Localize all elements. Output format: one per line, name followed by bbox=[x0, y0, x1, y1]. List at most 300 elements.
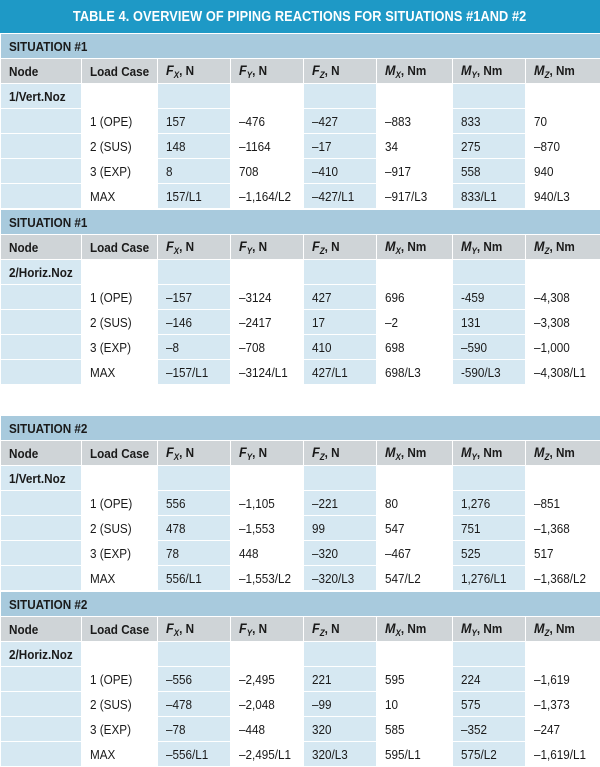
value-cell-mx bbox=[377, 541, 453, 566]
empty-cell bbox=[1, 566, 82, 591]
value-cell-fz bbox=[304, 717, 377, 742]
value-cell-mx bbox=[377, 184, 453, 209]
table-row bbox=[1, 541, 600, 566]
header-my bbox=[453, 617, 526, 642]
header-mz-subscript: Z bbox=[545, 246, 550, 256]
empty-cell bbox=[1, 159, 82, 184]
node-label-text: 2/Horiz.Noz bbox=[9, 647, 73, 662]
value-cell-mz bbox=[526, 360, 600, 385]
header-mx bbox=[377, 235, 453, 260]
empty-cell bbox=[526, 260, 600, 285]
table-row bbox=[1, 516, 600, 541]
empty-cell bbox=[1, 491, 82, 516]
header-fy-subscript: Y bbox=[247, 246, 252, 256]
header-load-case bbox=[82, 235, 158, 260]
empty-cell bbox=[526, 642, 600, 667]
header-fz-symbol: F bbox=[312, 620, 320, 636]
table-row bbox=[1, 285, 600, 310]
value-text-fz: 99 bbox=[312, 521, 325, 536]
value-text-mz: 940/L3 bbox=[534, 189, 570, 204]
header-fz-label bbox=[312, 238, 340, 256]
value-text-fx: –157/L1 bbox=[166, 365, 208, 380]
header-fy-unit: , N bbox=[252, 445, 267, 460]
value-cell-fz bbox=[304, 184, 377, 209]
value-text-my: -459 bbox=[461, 290, 484, 305]
node-row bbox=[1, 260, 600, 285]
header-my-symbol: M bbox=[461, 620, 472, 636]
value-cell-mx bbox=[377, 667, 453, 692]
header-load-case-text: Load Case bbox=[90, 64, 149, 79]
value-text-fx: 556/L1 bbox=[166, 571, 202, 586]
value-text-fz: 427 bbox=[312, 290, 332, 305]
header-fy-label bbox=[239, 620, 267, 638]
value-text-mz: 70 bbox=[534, 114, 547, 129]
value-cell-mz bbox=[526, 566, 600, 591]
header-mx-label bbox=[385, 620, 426, 638]
value-text-my: –590 bbox=[461, 340, 487, 355]
table-row bbox=[1, 717, 600, 742]
table-row bbox=[1, 491, 600, 516]
header-fz-symbol: F bbox=[312, 238, 320, 254]
situation-row bbox=[1, 210, 600, 235]
value-cell-my bbox=[453, 285, 526, 310]
value-cell-fx bbox=[158, 491, 231, 516]
empty-cell bbox=[1, 134, 82, 159]
header-mx-unit: , Nm bbox=[401, 445, 426, 460]
value-text-fx: –8 bbox=[166, 340, 179, 355]
header-fx-subscript: X bbox=[174, 628, 179, 638]
value-text-mx: 595 bbox=[385, 672, 405, 687]
value-text-fz: –427 bbox=[312, 114, 338, 129]
value-cell-my bbox=[453, 692, 526, 717]
section-gap bbox=[0, 385, 600, 415]
value-cell-mz bbox=[526, 184, 600, 209]
value-text-fx: –157 bbox=[166, 290, 192, 305]
empty-cell bbox=[526, 466, 600, 491]
value-text-my: 575 bbox=[461, 697, 481, 712]
value-cell-mz bbox=[526, 742, 600, 767]
value-cell-fz bbox=[304, 159, 377, 184]
header-my-label bbox=[461, 444, 502, 462]
header-mx bbox=[377, 441, 453, 466]
situation-label-text: SITUATION #2 bbox=[9, 597, 87, 612]
header-mz bbox=[526, 59, 600, 84]
node-label bbox=[1, 260, 82, 285]
header-node bbox=[1, 59, 82, 84]
value-cell-mz bbox=[526, 717, 600, 742]
load-case-text: 1 (OPE) bbox=[90, 672, 132, 687]
situation-label-text: SITUATION #1 bbox=[9, 215, 87, 230]
header-row bbox=[1, 235, 600, 260]
reactions-table-section bbox=[0, 33, 600, 209]
header-mx-symbol: M bbox=[385, 444, 396, 460]
header-fz-label bbox=[312, 62, 340, 80]
load-case-text: 1 (OPE) bbox=[90, 114, 132, 129]
table-row bbox=[1, 667, 600, 692]
value-cell-fx bbox=[158, 742, 231, 767]
table-sections bbox=[0, 33, 600, 767]
empty-cell bbox=[1, 717, 82, 742]
situation-row bbox=[1, 416, 600, 441]
value-text-mz: –1,619/L1 bbox=[534, 747, 586, 762]
empty-cell bbox=[304, 466, 377, 491]
header-my-symbol: M bbox=[461, 444, 472, 460]
value-text-mz: 940 bbox=[534, 164, 554, 179]
value-text-fy: –3124 bbox=[239, 290, 272, 305]
header-mz-label bbox=[534, 238, 575, 256]
situation-label bbox=[1, 592, 600, 617]
empty-cell bbox=[377, 642, 453, 667]
header-fy-label bbox=[239, 238, 267, 256]
load-case-text: MAX bbox=[90, 571, 115, 586]
empty-cell bbox=[453, 84, 526, 109]
load-case-text: 1 (OPE) bbox=[90, 290, 132, 305]
load-case-text: 2 (SUS) bbox=[90, 697, 132, 712]
value-text-fy: –2,495/L1 bbox=[239, 747, 291, 762]
header-row bbox=[1, 441, 600, 466]
load-case-cell bbox=[82, 667, 158, 692]
empty-cell bbox=[377, 466, 453, 491]
header-row bbox=[1, 617, 600, 642]
value-text-my: 833/L1 bbox=[461, 189, 497, 204]
header-mx-unit: , Nm bbox=[401, 239, 426, 254]
value-text-fx: 556 bbox=[166, 496, 186, 511]
empty-cell bbox=[304, 84, 377, 109]
value-text-fx: –556 bbox=[166, 672, 192, 687]
value-text-fy: –2,048 bbox=[239, 697, 275, 712]
header-fx bbox=[158, 617, 231, 642]
value-text-mz: –247 bbox=[534, 722, 560, 737]
value-cell-fy bbox=[231, 109, 304, 134]
header-mx-unit: , Nm bbox=[401, 63, 426, 78]
value-text-fz: 17 bbox=[312, 315, 325, 330]
value-text-mz: –851 bbox=[534, 496, 560, 511]
header-node-text: Node bbox=[9, 240, 38, 255]
value-cell-fy bbox=[231, 184, 304, 209]
header-node bbox=[1, 235, 82, 260]
load-case-text: 2 (SUS) bbox=[90, 521, 132, 536]
value-cell-fy bbox=[231, 566, 304, 591]
value-text-mz: –1,373 bbox=[534, 697, 570, 712]
value-text-mx: 547 bbox=[385, 521, 405, 536]
value-cell-mz bbox=[526, 335, 600, 360]
header-row bbox=[1, 59, 600, 84]
header-fz-label bbox=[312, 620, 340, 638]
empty-cell bbox=[1, 667, 82, 692]
situation-label-text: SITUATION #1 bbox=[9, 39, 87, 54]
value-text-my: 1,276/L1 bbox=[461, 571, 507, 586]
header-mx-subscript: X bbox=[396, 246, 401, 256]
empty-cell bbox=[1, 109, 82, 134]
load-case-cell bbox=[82, 516, 158, 541]
value-text-mx: –917/L3 bbox=[385, 189, 427, 204]
value-text-mz: 517 bbox=[534, 546, 554, 561]
load-case-text: 3 (EXP) bbox=[90, 340, 131, 355]
situation-label bbox=[1, 34, 600, 59]
value-text-mx: –2 bbox=[385, 315, 398, 330]
value-cell-fz bbox=[304, 541, 377, 566]
value-text-fx: –78 bbox=[166, 722, 186, 737]
value-cell-my bbox=[453, 310, 526, 335]
empty-cell bbox=[231, 84, 304, 109]
header-fz-unit: , N bbox=[325, 63, 340, 78]
header-my bbox=[453, 441, 526, 466]
value-text-my: 751 bbox=[461, 521, 481, 536]
header-fy-unit: , N bbox=[252, 239, 267, 254]
reactions-table-section bbox=[0, 591, 600, 767]
value-text-fx: 148 bbox=[166, 139, 186, 154]
situation-label bbox=[1, 416, 600, 441]
situation-label bbox=[1, 210, 600, 235]
node-row bbox=[1, 466, 600, 491]
node-label bbox=[1, 466, 82, 491]
value-text-mx: –467 bbox=[385, 546, 411, 561]
value-text-fy: –2,495 bbox=[239, 672, 275, 687]
header-my-label bbox=[461, 238, 502, 256]
value-cell-mx bbox=[377, 566, 453, 591]
header-fz bbox=[304, 617, 377, 642]
value-cell-my bbox=[453, 541, 526, 566]
value-text-fz: 221 bbox=[312, 672, 332, 687]
empty-cell bbox=[1, 516, 82, 541]
header-mx-subscript: X bbox=[396, 452, 401, 462]
table-row bbox=[1, 360, 600, 385]
value-cell-mz bbox=[526, 692, 600, 717]
value-cell-mx bbox=[377, 360, 453, 385]
header-fy-symbol: F bbox=[239, 444, 247, 460]
value-cell-my bbox=[453, 134, 526, 159]
header-fz-unit: , N bbox=[325, 239, 340, 254]
value-text-fz: –320/L3 bbox=[312, 571, 354, 586]
value-text-fy: 448 bbox=[239, 546, 259, 561]
value-cell-mx bbox=[377, 335, 453, 360]
header-fz-symbol: F bbox=[312, 444, 320, 460]
value-cell-fx bbox=[158, 541, 231, 566]
header-fy bbox=[231, 441, 304, 466]
value-cell-mx bbox=[377, 285, 453, 310]
value-cell-my bbox=[453, 360, 526, 385]
value-text-fy: –1,164/L2 bbox=[239, 189, 291, 204]
header-mx-symbol: M bbox=[385, 238, 396, 254]
header-fx-subscript: X bbox=[174, 70, 179, 80]
value-cell-mz bbox=[526, 159, 600, 184]
value-text-fz: 410 bbox=[312, 340, 332, 355]
header-mx-label bbox=[385, 238, 426, 256]
value-text-my: 224 bbox=[461, 672, 481, 687]
value-cell-fz bbox=[304, 310, 377, 335]
header-fx-symbol: F bbox=[166, 444, 174, 460]
header-mz-symbol: M bbox=[534, 444, 545, 460]
empty-cell bbox=[377, 84, 453, 109]
table-row bbox=[1, 566, 600, 591]
header-fx-unit: , N bbox=[179, 445, 194, 460]
header-fx-unit: , N bbox=[179, 63, 194, 78]
empty-cell bbox=[1, 285, 82, 310]
header-my-unit: , Nm bbox=[477, 63, 502, 78]
header-fx bbox=[158, 59, 231, 84]
situation-row bbox=[1, 592, 600, 617]
header-fz-subscript: Z bbox=[320, 246, 325, 256]
value-text-fx: 157/L1 bbox=[166, 189, 202, 204]
value-cell-fx bbox=[158, 335, 231, 360]
value-text-my: -590/L3 bbox=[461, 365, 501, 380]
value-cell-fz bbox=[304, 692, 377, 717]
value-cell-fy bbox=[231, 516, 304, 541]
header-mz-symbol: M bbox=[534, 62, 545, 78]
header-fy-unit: , N bbox=[252, 621, 267, 636]
value-text-mx: 585 bbox=[385, 722, 405, 737]
value-cell-fx bbox=[158, 285, 231, 310]
value-cell-mz bbox=[526, 491, 600, 516]
table-row bbox=[1, 692, 600, 717]
header-fz bbox=[304, 59, 377, 84]
value-cell-fz bbox=[304, 285, 377, 310]
header-mz bbox=[526, 235, 600, 260]
header-my-subscript: Y bbox=[472, 70, 477, 80]
header-fx-symbol: F bbox=[166, 62, 174, 78]
header-fx-label bbox=[166, 62, 194, 80]
header-node-text: Node bbox=[9, 622, 38, 637]
empty-cell bbox=[1, 692, 82, 717]
header-load-case bbox=[82, 441, 158, 466]
header-mz-unit: , Nm bbox=[549, 63, 574, 78]
header-mx-label bbox=[385, 62, 426, 80]
value-text-my: 131 bbox=[461, 315, 481, 330]
value-text-my: 1,276 bbox=[461, 496, 490, 511]
header-my-label bbox=[461, 620, 502, 638]
empty-cell bbox=[453, 642, 526, 667]
value-cell-fx bbox=[158, 159, 231, 184]
value-text-mz: –1,619 bbox=[534, 672, 570, 687]
value-cell-fy bbox=[231, 692, 304, 717]
table-row bbox=[1, 310, 600, 335]
value-cell-mx bbox=[377, 717, 453, 742]
load-case-text: MAX bbox=[90, 189, 115, 204]
value-cell-mx bbox=[377, 159, 453, 184]
value-text-fz: –17 bbox=[312, 139, 332, 154]
value-cell-mx bbox=[377, 692, 453, 717]
header-fx-label bbox=[166, 620, 194, 638]
header-node-text: Node bbox=[9, 64, 38, 79]
header-fz bbox=[304, 235, 377, 260]
header-mz-unit: , Nm bbox=[549, 621, 574, 636]
empty-cell bbox=[453, 260, 526, 285]
load-case-text: MAX bbox=[90, 747, 115, 762]
header-node bbox=[1, 617, 82, 642]
header-fx bbox=[158, 441, 231, 466]
load-case-cell bbox=[82, 742, 158, 767]
value-text-fx: –478 bbox=[166, 697, 192, 712]
header-fz-label bbox=[312, 444, 340, 462]
value-text-mz: –1,368 bbox=[534, 521, 570, 536]
header-fx-label bbox=[166, 444, 194, 462]
value-cell-fy bbox=[231, 159, 304, 184]
value-text-my: 525 bbox=[461, 546, 481, 561]
table-title-text: TABLE 4. OVERVIEW OF PIPING REACTIONS FOR SITUATIONS #1AND #2 bbox=[73, 9, 526, 25]
value-cell-my bbox=[453, 109, 526, 134]
header-my-subscript: Y bbox=[472, 246, 477, 256]
value-cell-my bbox=[453, 516, 526, 541]
value-text-fy: –1164 bbox=[239, 139, 271, 154]
value-cell-fx bbox=[158, 516, 231, 541]
value-text-mz: –3,308 bbox=[534, 315, 570, 330]
value-text-mx: 595/L1 bbox=[385, 747, 421, 762]
load-case-text: 2 (SUS) bbox=[90, 315, 132, 330]
load-case-text: 3 (EXP) bbox=[90, 722, 131, 737]
table-title bbox=[0, 0, 600, 33]
header-fy bbox=[231, 59, 304, 84]
value-text-my: 575/L2 bbox=[461, 747, 497, 762]
header-fz-symbol: F bbox=[312, 62, 320, 78]
value-text-fz: 427/L1 bbox=[312, 365, 348, 380]
value-cell-my bbox=[453, 667, 526, 692]
value-cell-fx bbox=[158, 692, 231, 717]
header-load-case-text: Load Case bbox=[90, 622, 149, 637]
value-text-fx: 157 bbox=[166, 114, 186, 129]
value-cell-mx bbox=[377, 134, 453, 159]
value-text-fy: –2417 bbox=[239, 315, 272, 330]
value-text-mx: –883 bbox=[385, 114, 411, 129]
value-text-fz: 320 bbox=[312, 722, 332, 737]
load-case-text: 3 (EXP) bbox=[90, 546, 131, 561]
node-label bbox=[1, 84, 82, 109]
value-cell-fz bbox=[304, 360, 377, 385]
situation-row bbox=[1, 34, 600, 59]
header-my-unit: , Nm bbox=[477, 445, 502, 460]
load-case-cell bbox=[82, 566, 158, 591]
value-cell-fx bbox=[158, 566, 231, 591]
value-cell-fy bbox=[231, 310, 304, 335]
header-node bbox=[1, 441, 82, 466]
value-text-mx: 80 bbox=[385, 496, 398, 511]
empty-cell bbox=[82, 260, 158, 285]
header-load-case bbox=[82, 59, 158, 84]
value-cell-mz bbox=[526, 134, 600, 159]
node-label-text: 2/Horiz.Noz bbox=[9, 265, 73, 280]
empty-cell bbox=[1, 360, 82, 385]
load-case-text: 2 (SUS) bbox=[90, 139, 132, 154]
value-text-fz: –427/L1 bbox=[312, 189, 354, 204]
header-mz-symbol: M bbox=[534, 238, 545, 254]
value-cell-my bbox=[453, 742, 526, 767]
value-text-fy: –476 bbox=[239, 114, 265, 129]
load-case-cell bbox=[82, 310, 158, 335]
value-cell-mz bbox=[526, 667, 600, 692]
value-cell-fy bbox=[231, 491, 304, 516]
load-case-cell bbox=[82, 285, 158, 310]
value-text-mx: 698/L3 bbox=[385, 365, 421, 380]
value-cell-fx bbox=[158, 134, 231, 159]
node-label-text: 1/Vert.Noz bbox=[9, 471, 66, 486]
value-text-my: 558 bbox=[461, 164, 481, 179]
header-fy-subscript: Y bbox=[247, 70, 252, 80]
value-cell-fy bbox=[231, 134, 304, 159]
value-text-fy: –1,553/L2 bbox=[239, 571, 291, 586]
load-case-cell bbox=[82, 360, 158, 385]
header-my-unit: , Nm bbox=[477, 239, 502, 254]
header-fx-subscript: X bbox=[174, 452, 179, 462]
value-cell-fy bbox=[231, 285, 304, 310]
value-cell-fy bbox=[231, 717, 304, 742]
header-fz-subscript: Z bbox=[320, 452, 325, 462]
node-row bbox=[1, 642, 600, 667]
empty-cell bbox=[377, 260, 453, 285]
empty-cell bbox=[1, 335, 82, 360]
header-mz-label bbox=[534, 620, 575, 638]
load-case-text: 3 (EXP) bbox=[90, 164, 131, 179]
load-case-cell bbox=[82, 692, 158, 717]
value-text-fx: –556/L1 bbox=[166, 747, 208, 762]
